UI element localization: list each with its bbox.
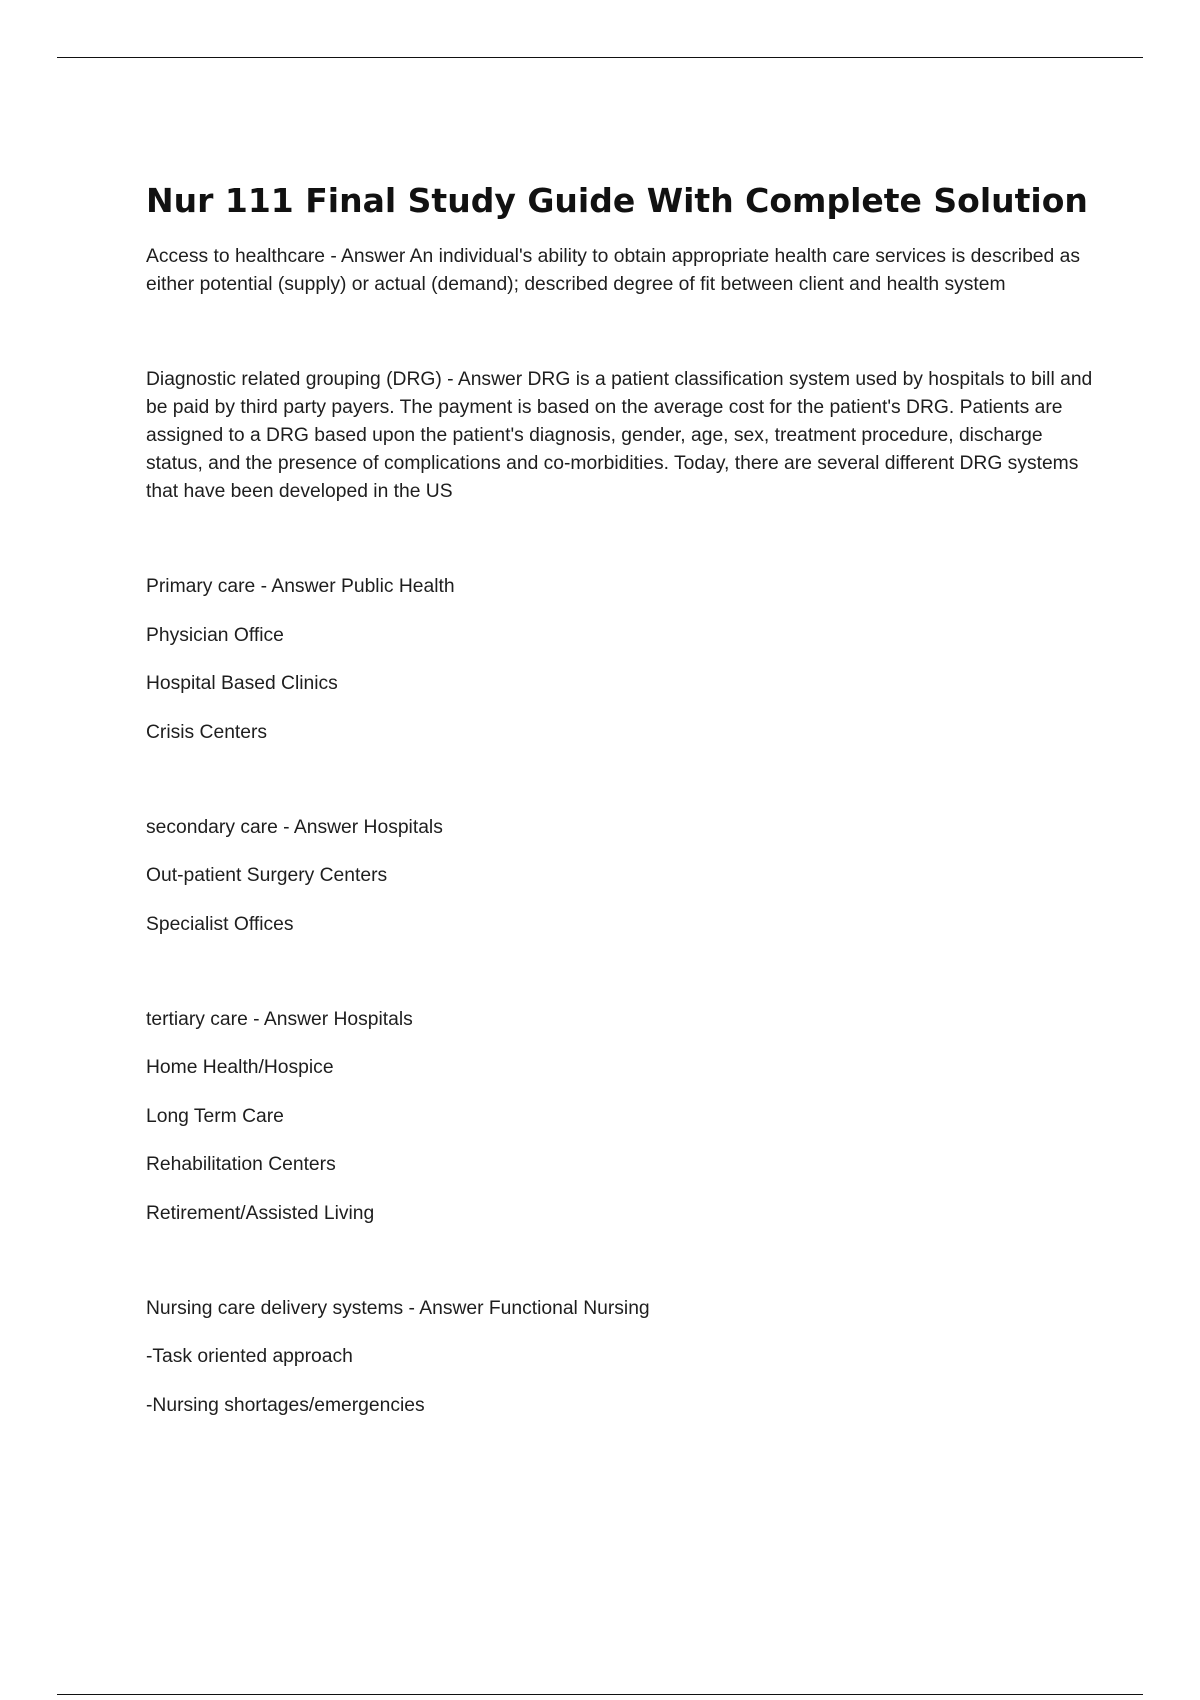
list-item: Out-patient Surgery Centers bbox=[146, 865, 388, 886]
list-item: Hospital Based Clinics bbox=[146, 673, 338, 694]
list-item: Home Health/Hospice bbox=[146, 1057, 334, 1078]
list-item: Rehabilitation Centers bbox=[146, 1154, 336, 1175]
group-tertiary-care bbox=[146, 1006, 1096, 1228]
footer-rule bbox=[57, 1694, 1143, 1695]
list-item: Crisis Centers bbox=[146, 721, 268, 743]
list-item: tertiary care - Answer Hospitals bbox=[146, 1008, 413, 1030]
group-secondary-care bbox=[146, 814, 1096, 939]
paragraph-access-to-healthcare: Access to healthcare - Answer An individual's ability to obtain appropriate health care services is described as either potential (supply) or actual (demand); described degree of fit between client and health system bbox=[146, 246, 1080, 295]
list-item: Nursing care delivery systems - Answer Functional Nursing bbox=[146, 1297, 650, 1319]
list-item: Primary care - Answer Public Health bbox=[146, 576, 455, 597]
list-item: -Task oriented approach bbox=[146, 1346, 353, 1367]
header-rule bbox=[57, 57, 1143, 58]
group-primary-care bbox=[146, 573, 1096, 747]
group-nursing-care-delivery bbox=[146, 1295, 1096, 1420]
list-item: secondary care - Answer Hospitals bbox=[146, 816, 443, 838]
list-item: -Nursing shortages/emergencies bbox=[146, 1394, 425, 1416]
list-item: Specialist Offices bbox=[146, 913, 294, 935]
document-title: Nur 111 Final Study Guide With Complete Solution bbox=[146, 181, 1088, 220]
list-item: Physician Office bbox=[146, 624, 284, 646]
list-item: Long Term Care bbox=[146, 1105, 284, 1127]
document-body bbox=[146, 178, 1096, 1420]
list-item: Retirement/Assisted Living bbox=[146, 1202, 375, 1224]
paragraph-drg: Diagnostic related grouping (DRG) - Answer DRG is a patient classification system used by hospitals to bill and be paid by third party payers. The payment is based on the average cost for the patient's DRG. Patients are assigned to a DRG based upon the patient's diagnosis, gender, age, sex, treatment procedure, discharge status, and the presence of complications and co-morbidities. Today, there are several different DRG systems that have been developed in the US bbox=[146, 369, 1093, 502]
